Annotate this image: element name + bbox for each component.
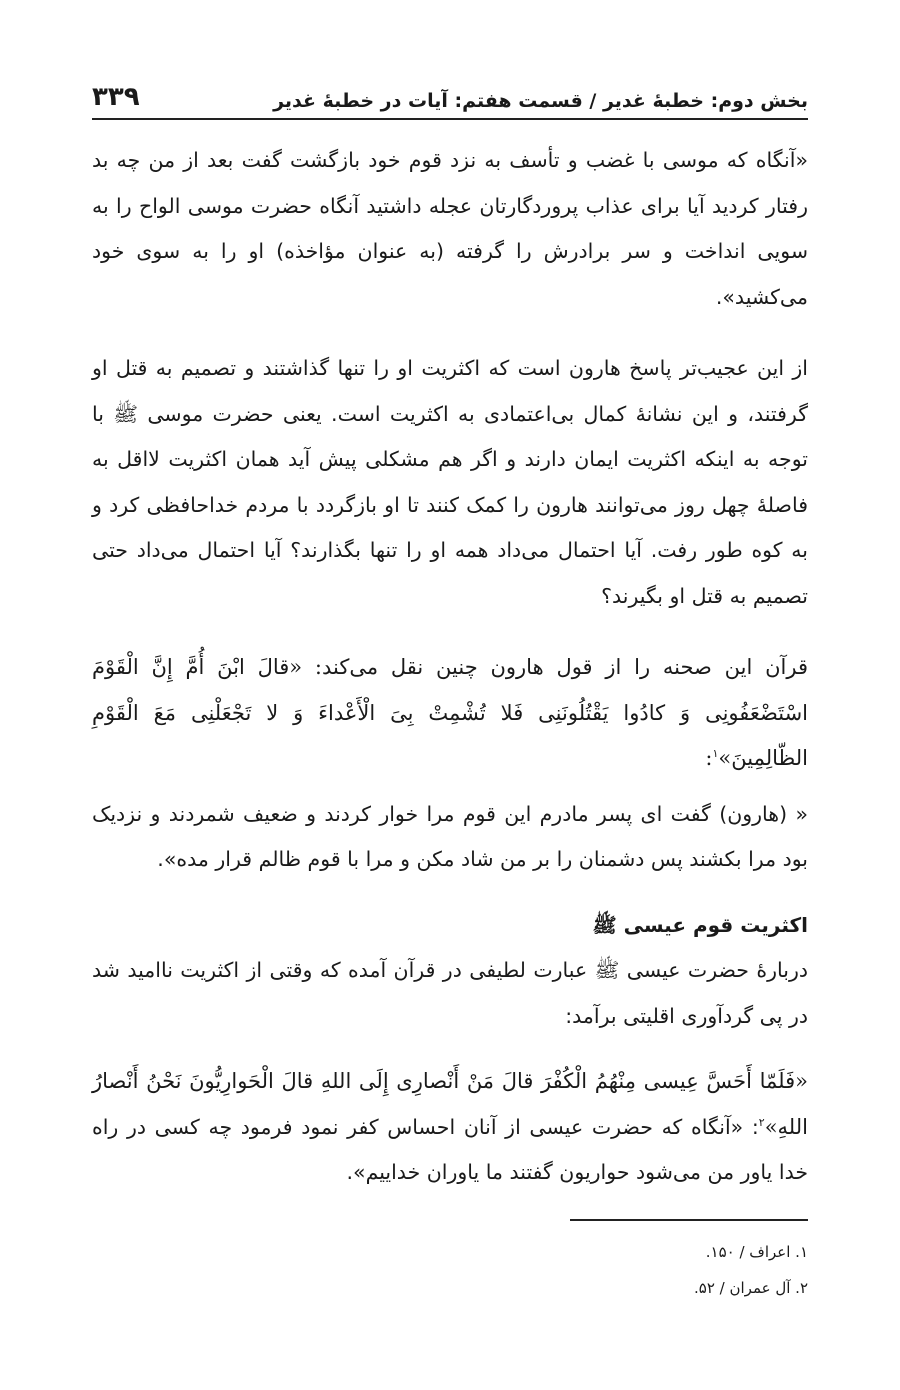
running-header [92, 70, 808, 112]
footnote-ref-2[interactable]: ۲ [758, 1115, 765, 1129]
page-number: ۳۳۹ [92, 82, 140, 112]
section-heading: اکثریت قوم عیسی ﷺ [592, 912, 808, 937]
footnote-ref-1[interactable]: ۱ [712, 747, 719, 760]
paragraph-quran-jesus [92, 1059, 808, 1196]
paragraph-quran-harun: قرآن این صحنه را از قول هارون چنین نقل می‌کند: «قالَ ابْنَ أُمَّ إِنَّ الْقَوْمَ اسْتَضْعَفُونِی وَ كادُوا يَقْتُلُونَنِی فَلا تُشْمِتْ بِیَ الْأَعْداءَ وَ لا تَجْعَلْنِی مَعَ الْقَوْمِ الظّالِمِینَ»$^۱$: [92, 655, 808, 770]
jesus-translation: : «آنگاه که حضرت عیسی از آنان احساس کفر نمود فرمود چه کسی در راه خدا یاور من می‌شود حواریون گفتند ما یاوران خداییم». [92, 1114, 808, 1184]
running-header-title: بخش دوم: خطبهٔ غدیر / قسمت هفتم: آیات در خطبهٔ غدیر [273, 90, 808, 112]
footnote-1: ۱. اعراف / ۱۵۰. [705, 1243, 808, 1261]
paragraph-jesus-intro: دربارهٔ حضرت عیسی ﷺ عبارت لطیفی در قرآن آمده که وقتی از اکثریت ناامید شد در پی گردآوری اقلیتی برآمد: [92, 958, 808, 1028]
footnotes [92, 1234, 808, 1306]
paragraph-moses-return: «آنگاه که موسی با غضب و تأسف به نزد قوم خود بازگشت گفت بعد از من چه بد رفتار کردید آیا برای عذاب پروردگارتان عجله داشتید آنگاه حضرت موسی الواح را به سویی انداخت و سر برادرش را گرفته (به عنوان مؤاخذه) او را به سوی خود می‌کشید». [92, 148, 808, 309]
paragraph-harun-translation: « (هارون) گفت ای پسر مادرم این قوم مرا خوار کردند و ضعیف شمردند و نزدیک بود مرا بکشند پس دشمنان را بر من شاد مکن و مرا با قوم ظالم قرار مده». [92, 801, 808, 871]
footnote-2: ۲. آل عمران / ۵۲. [693, 1279, 808, 1297]
quran-verse-harun: قرآن این صحنه را از قول هارون چنین نقل می‌کند: «قالَ ابْنَ أُمَّ إِنَّ الْقَوْمَ اسْتَضْعَفُونِی وَ كادُوا يَقْتُلُونَنِی فَلا تُشْمِتْ بِیَ الْأَعْداءَ وَ لا تَجْعَلْنِی مَعَ الْقَوْمِ الظّالِمِینَ» [92, 655, 808, 770]
quran-verse-jesus: «فَلَمّا أَحَسَّ عِيسی مِنْهُمُ الْكُفْرَ قالَ مَنْ أَنْصارِی إِلَى اللهِ قالَ الْحَوارِيُّونَ نَحْنُ أَنْصارُ اللهِ» [92, 1069, 808, 1139]
header-divider [92, 118, 808, 120]
paragraph-harun-answer: از این عجیب‌تر پاسخ هارون است که اکثریت او را تنها گذاشتند و تصمیم به قتل او گرفتند، و این نشانهٔ کمال بی‌اعتمادی به اکثریت است. یعنی حضرت موسی ﷺ با توجه به اینکه اکثریت ایمان دارند و اگر هم مشکلی پیش آید همان اکثریت لااقل به فاصلهٔ چهل روز می‌توانند هارون را کمک کنند تا او بازگردد با مردم خداحافظی کرد و به کوه طور رفت. آیا احتمال می‌داد همه او را تنها بگذارند؟ آیا احتمال می‌داد حتی تصمیم به قتل او بگیرند؟ [92, 356, 808, 608]
footnote-divider [570, 1219, 808, 1221]
page-body [92, 138, 808, 1196]
